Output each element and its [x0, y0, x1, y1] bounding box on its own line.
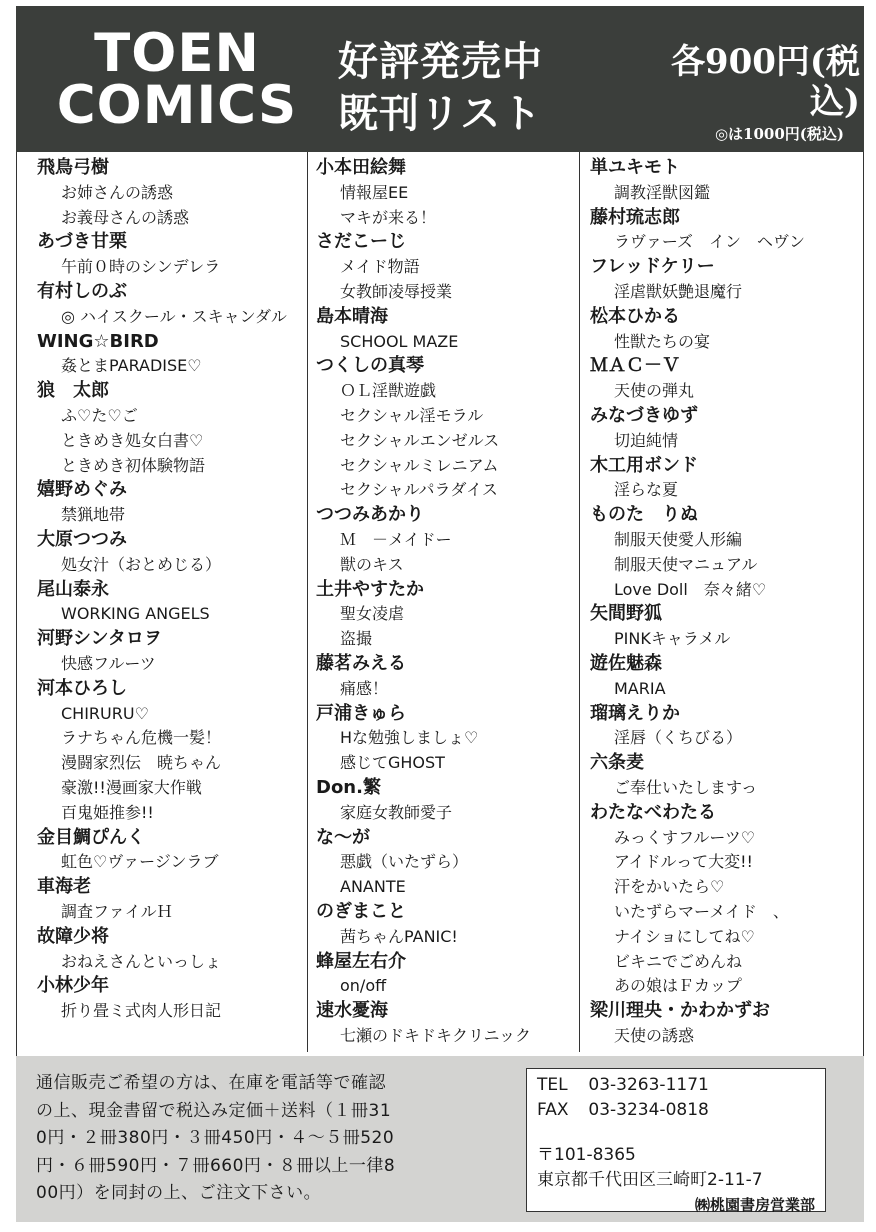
book-title: 盗撮: [340, 629, 373, 649]
catch-copy: [338, 36, 608, 140]
title-list: [16, 152, 864, 1056]
book-title: メイド物語: [340, 257, 420, 277]
book-title: ご奉仕いたしますっ: [614, 777, 758, 797]
author-name: 大原つつみ: [37, 528, 127, 550]
book-title: 女教師凌辱授業: [340, 281, 453, 301]
author-name: つくしの真琴: [316, 355, 424, 377]
book-title: セクシャル淫モラル: [340, 405, 484, 425]
book-title: 快感フルーツ: [61, 653, 156, 673]
book-title: 淫唇（くちびる）: [614, 728, 743, 748]
author-name: 戸浦きゅら: [316, 702, 406, 724]
address: 東京都千代田区三崎町2-11-7: [537, 1170, 763, 1190]
author-name: 河本ひろし: [37, 677, 127, 699]
book-title: みっくすフルーツ♡: [614, 827, 756, 847]
book-title: 獣のキス: [340, 554, 404, 574]
order-line: 通信販売ご希望の方は、在庫を電話等で確認: [36, 1073, 386, 1093]
contact-box: [526, 1068, 826, 1212]
book-title: 漫闘家烈伝 暁ちゃん: [61, 753, 222, 773]
book-title: PINKキャラメル: [614, 629, 731, 649]
book-title: ナイショにしてね♡: [614, 926, 755, 946]
book-title: 折り畳ミ式肉人形日記: [61, 1001, 222, 1021]
catch-line-1: 好評発売中: [338, 39, 543, 85]
author-name: ものた りぬ: [590, 504, 698, 526]
book-title: 制服天使マニュアル: [614, 554, 758, 574]
author-name: つつみあかり: [316, 504, 424, 526]
author-name: Don.繁: [316, 776, 381, 798]
author-name: 金目鯛ぴんく: [37, 826, 145, 848]
postal-code: 〒101-8365: [537, 1145, 636, 1165]
author-name: あづき甘栗: [37, 231, 127, 253]
book-title: 調査ファイルＨ: [61, 901, 173, 921]
book-title: お義母さんの誘惑: [61, 207, 190, 227]
book-title: セクシャルパラダイス: [340, 480, 498, 500]
book-title: ときめき処女白書♡: [61, 430, 204, 450]
book-title: セクシャルエンゼルス: [340, 430, 500, 450]
book-title: セクシャルミレニアム: [340, 455, 499, 475]
author-name: 矢間野狐: [590, 603, 662, 625]
book-title: 家庭女教師愛子: [340, 802, 453, 822]
book-title: ラヴァーズ イン ヘヴン: [614, 232, 806, 252]
header-banner: [16, 6, 864, 152]
book-title: 性獣たちの宴: [614, 331, 711, 351]
book-title: Ｍ －メイドー: [340, 529, 452, 549]
author-name: 故障少将: [37, 925, 109, 947]
author-name: 嬉野めぐみ: [37, 479, 127, 501]
book-title: ＯＬ淫獣遊戯: [340, 381, 437, 401]
book-title: 情報屋EE: [340, 182, 409, 202]
book-title: 天使の弾丸: [614, 381, 695, 401]
book-title: おねえさんといっしょ: [61, 951, 222, 971]
price-note: ◎は1000円(税込): [714, 125, 844, 143]
book-title: 百鬼姫推参!!: [61, 802, 154, 822]
book-title: 禁猟地帯: [61, 505, 126, 525]
author-name: 松本ひかる: [590, 305, 680, 327]
book-title: ラナちゃん危機一髪！: [61, 728, 222, 748]
author-name: さだこーじ: [316, 231, 406, 253]
author-name: ＭＡＣ－Ｖ: [590, 355, 680, 377]
order-line: 00円）を同封の上、ご注文下さい。: [36, 1183, 322, 1204]
author-name: 梁川理央・かわかずお: [590, 1000, 770, 1022]
author-name: 単ユキモト: [590, 157, 680, 178]
book-title: WORKING ANGELS: [61, 604, 210, 624]
book-title: 茜ちゃんPANIC!: [340, 926, 458, 946]
fax-number: 03-3234-0818: [588, 1100, 709, 1120]
book-title: 午前０時のシンデレラ: [61, 257, 221, 277]
author-name: のぎまこと: [316, 900, 406, 922]
author-name: 瑠璃えりか: [590, 702, 680, 724]
book-title: ときめき初体験物語: [61, 455, 206, 475]
book-title: 切迫純情: [614, 430, 679, 450]
book-title: 豪激!!漫画家大作戦: [61, 777, 202, 797]
author-name: 土井やすたか: [316, 578, 424, 600]
author-name: フレッドケリー: [590, 256, 715, 278]
fax-line: [537, 1098, 815, 1123]
author-name: 狼 太郎: [37, 380, 109, 402]
author-name: 尾山泰永: [37, 578, 109, 600]
book-title: 悪戯（いたずら）: [340, 852, 469, 872]
list-column-1: [37, 156, 299, 1056]
fax-label: FAX: [537, 1100, 569, 1120]
author-name: 有村しのぶ: [37, 280, 127, 302]
book-title: あの娘はＦカップ: [614, 976, 742, 996]
book-title: ビキニでごめんね: [614, 951, 743, 971]
author-name: 島本晴海: [316, 305, 388, 327]
brand-logo: [42, 23, 312, 136]
author-name: 河野シンタロヲ: [37, 628, 162, 650]
book-title: SCHOOL MAZE: [340, 331, 459, 351]
book-title: on/off: [340, 976, 387, 996]
list-column-2: [307, 152, 569, 1052]
book-title: 天使の誘惑: [614, 1025, 695, 1045]
author-name: わたなべわたる: [590, 801, 716, 823]
order-line: の上、現金書留で税込み定価＋送料（１冊31: [36, 1100, 392, 1121]
book-title: 淫らな夏: [614, 480, 679, 500]
book-title: 処女汁（おとめじる）: [61, 554, 222, 574]
book-title: 汗をかいたら♡: [614, 877, 725, 897]
price-label: 各900円(税込): [670, 42, 860, 122]
book-title: Hな勉強しましょ♡: [340, 728, 479, 748]
book-title: 聖女凌虐: [340, 604, 405, 624]
company-name: ㈱桃園書房営業部: [694, 1196, 815, 1214]
book-title: 痛感！: [340, 678, 389, 698]
author-name: みなづきゆず: [590, 404, 698, 426]
book-title: 感じてGHOST: [340, 753, 445, 773]
book-title: 調教淫獣図鑑: [614, 182, 711, 202]
author-name: 蜂屋左右介: [316, 950, 406, 972]
author-name: 速水憂海: [316, 1000, 388, 1022]
author-name: 木工用ボンド: [590, 454, 698, 476]
order-instructions: [36, 1070, 506, 1208]
book-title: ふ♡た♡ご: [61, 405, 138, 425]
tel-line: [537, 1073, 815, 1098]
tel-number: 03-3263-1171: [588, 1075, 709, 1095]
order-line: 0円・２冊380円・３冊450円・４～５冊520: [36, 1128, 395, 1149]
book-title: CHIRURU♡: [61, 703, 149, 723]
list-column-3: [579, 152, 839, 1052]
book-title: マキが来る！: [340, 207, 437, 227]
book-title: 制服天使愛人形編: [614, 529, 743, 549]
order-line: 円・６冊590円・７冊660円・８冊以上一律8: [36, 1155, 396, 1176]
author-name: WING☆BIRD: [37, 330, 159, 352]
author-name: 藤茗みえる: [316, 652, 406, 674]
book-title: MARIA: [614, 678, 666, 698]
brand-line-2: COMICS: [56, 75, 298, 136]
author-name: 藤村琉志郎: [590, 206, 680, 228]
author-name: 小本田絵舞: [316, 157, 406, 178]
author-name: 車海老: [37, 876, 91, 898]
author-name: 六条麦: [590, 752, 644, 774]
author-name: 遊佐魅森: [590, 652, 662, 674]
author-name: 小林少年: [37, 975, 109, 997]
author-name: な～が: [316, 826, 370, 848]
brand-line-1: TOEN: [94, 23, 260, 84]
order-footer: [16, 1056, 864, 1222]
book-title: アイドルって大変!!: [614, 852, 753, 872]
author-name: 飛鳥弓樹: [37, 157, 109, 178]
book-title: 淫虐獣妖艶退魔行: [614, 281, 743, 301]
book-title: Love Doll 奈々緒♡: [614, 579, 767, 599]
book-title: 姦とまPARADISE♡: [61, 356, 202, 376]
book-title: 虹色♡ヴァージンラブ: [61, 852, 219, 872]
book-title: お姉さんの誘惑: [61, 182, 174, 202]
book-title: ANANTE: [340, 877, 406, 897]
catch-line-2: 既刊リスト: [338, 91, 543, 137]
book-title: いたずらマーメイド 、: [614, 901, 789, 921]
tel-label: TEL: [537, 1075, 568, 1095]
book-title: 七瀬のドキドキクリニック: [340, 1025, 532, 1045]
book-title: ◎ ハイスクール・スキャンダル: [61, 306, 287, 326]
